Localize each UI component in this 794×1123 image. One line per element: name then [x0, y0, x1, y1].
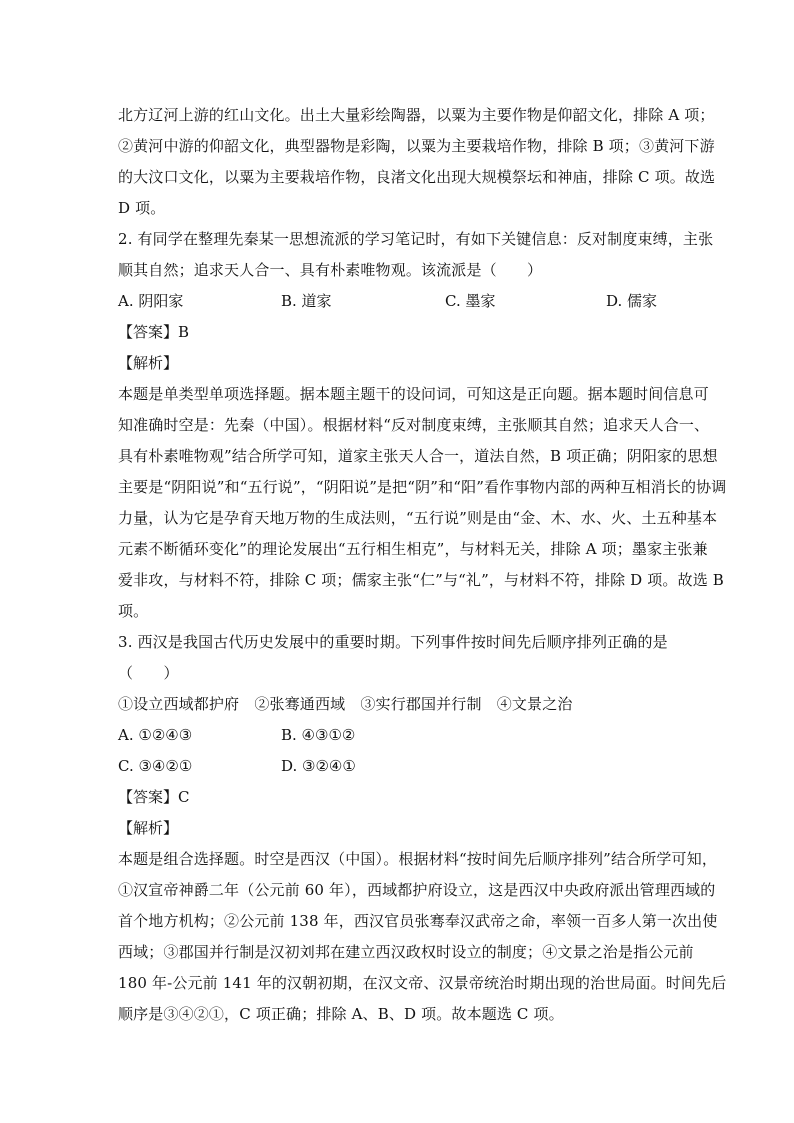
option-b: B. 道家	[281, 292, 332, 310]
document-page	[118, 100, 727, 1030]
options-row	[118, 720, 678, 751]
events-list: ①设立西域都护府 ②张骞通西域 ③实行郡国并行制 ④文景之治	[118, 695, 573, 713]
analysis-line: 本题是单类型单项选择题。据本题主题干的设问词，可知这是正向题。据本题时间信息可	[118, 385, 709, 403]
analysis-line: 具有朴素唯物观”结合所学可知，道家主张天人合一，道法自然，B 项正确；阴阳家的思想	[118, 447, 718, 465]
option-a: A. ①②④③	[118, 726, 193, 744]
options-row	[118, 286, 678, 317]
text-line: ②黄河中游的仰韶文化，典型器物是彩陶，以粟为主要栽培作物，排除 B 项；③黄河下游	[118, 137, 715, 155]
option-d: D. 儒家	[606, 292, 658, 310]
answer-label: 【答案】B	[118, 323, 190, 341]
option-c: C. ③④②①	[118, 757, 193, 775]
analysis-line: 爱非攻，与材料不符，排除 C 项；儒家主张“仁”与“礼”，与材料不符，排除 D 项。故选 B	[118, 571, 724, 589]
question-stem-line: 顺其自然；追求天人合一、具有朴素唯物观。该流派是（ ）	[118, 261, 543, 279]
options-row	[118, 751, 678, 782]
answer-label: 【答案】C	[118, 788, 190, 806]
analysis-line: 知准确时空是：先秦（中国）。根据材料“反对制度束缚，主张顺其自然；追求天人合一、	[118, 416, 710, 434]
analysis-line: 首个地方机构；②公元前 138 年，西汉官员张骞奉汉武帝之命，率领一百多人第一次出使	[118, 912, 718, 930]
analysis-heading: 【解析】	[118, 354, 179, 372]
question-stem-line: （ ）	[118, 664, 179, 682]
analysis-line: ①汉宣帝神爵二年（公元前 60 年），西域都护府设立，这是西汉中央政府派出管理西域的	[118, 881, 716, 899]
text-line: 的大汶口文化，以粟为主要栽培作物，良渚文化出现大规模祭坛和神庙，排除 C 项。故选	[118, 168, 716, 186]
analysis-line: 180 年-公元前 141 年的汉朝初期，在汉文帝、汉景帝统治时期出现的治世局面。时间先后	[118, 974, 727, 992]
analysis-line: 西域；③郡国并行制是汉初刘邦在建立西汉政权时设立的制度；④文景之治是指公元前	[118, 943, 694, 961]
question-2	[118, 224, 727, 627]
text-line: D 项。	[118, 199, 166, 217]
analysis-line: 元素不断循环变化”的理论发展出“五行相生相克”，与材料无关，排除 A 项；墨家主张兼	[118, 540, 708, 558]
option-c: C. 墨家	[445, 292, 496, 310]
option-d: D. ③②④①	[281, 757, 356, 775]
question-3	[118, 627, 727, 1030]
question-stem-line: 2. 有同学在整理先秦某一思想流派的学习笔记时，有如下关键信息：反对制度束缚，主张	[118, 230, 714, 248]
analysis-line: 顺序是③④②①，C 项正确；排除 A、B、D 项。故本题选 C 项。	[118, 1005, 564, 1023]
question-stem-line: 3. 西汉是我国古代历史发展中的重要时期。下列事件按时间先后顺序排列正确的是	[118, 633, 668, 651]
q1-analysis-tail	[118, 100, 716, 224]
option-b: B. ④③①②	[281, 726, 356, 744]
analysis-line: 本题是组合选择题。时空是西汉（中国）。根据材料“按时间先后顺序排列”结合所学可知，	[118, 850, 717, 868]
analysis-line: 力量，认为它是孕育天地万物的生成法则，“五行说”则是由“金、木、水、火、土五种基本	[118, 509, 718, 527]
analysis-line: 主要是“阴阳说”和“五行说”，“阴阳说”是把“阴”和“阳”看作事物内部的两种互相消长的协调	[118, 478, 727, 496]
analysis-line: 项。	[118, 602, 149, 620]
analysis-heading: 【解析】	[118, 819, 179, 837]
text-line: 北方辽河上游的红山文化。出土大量彩绘陶器，以粟为主要作物是仰韶文化，排除 A 项；	[118, 106, 715, 124]
option-a: A. 阴阳家	[118, 292, 184, 310]
